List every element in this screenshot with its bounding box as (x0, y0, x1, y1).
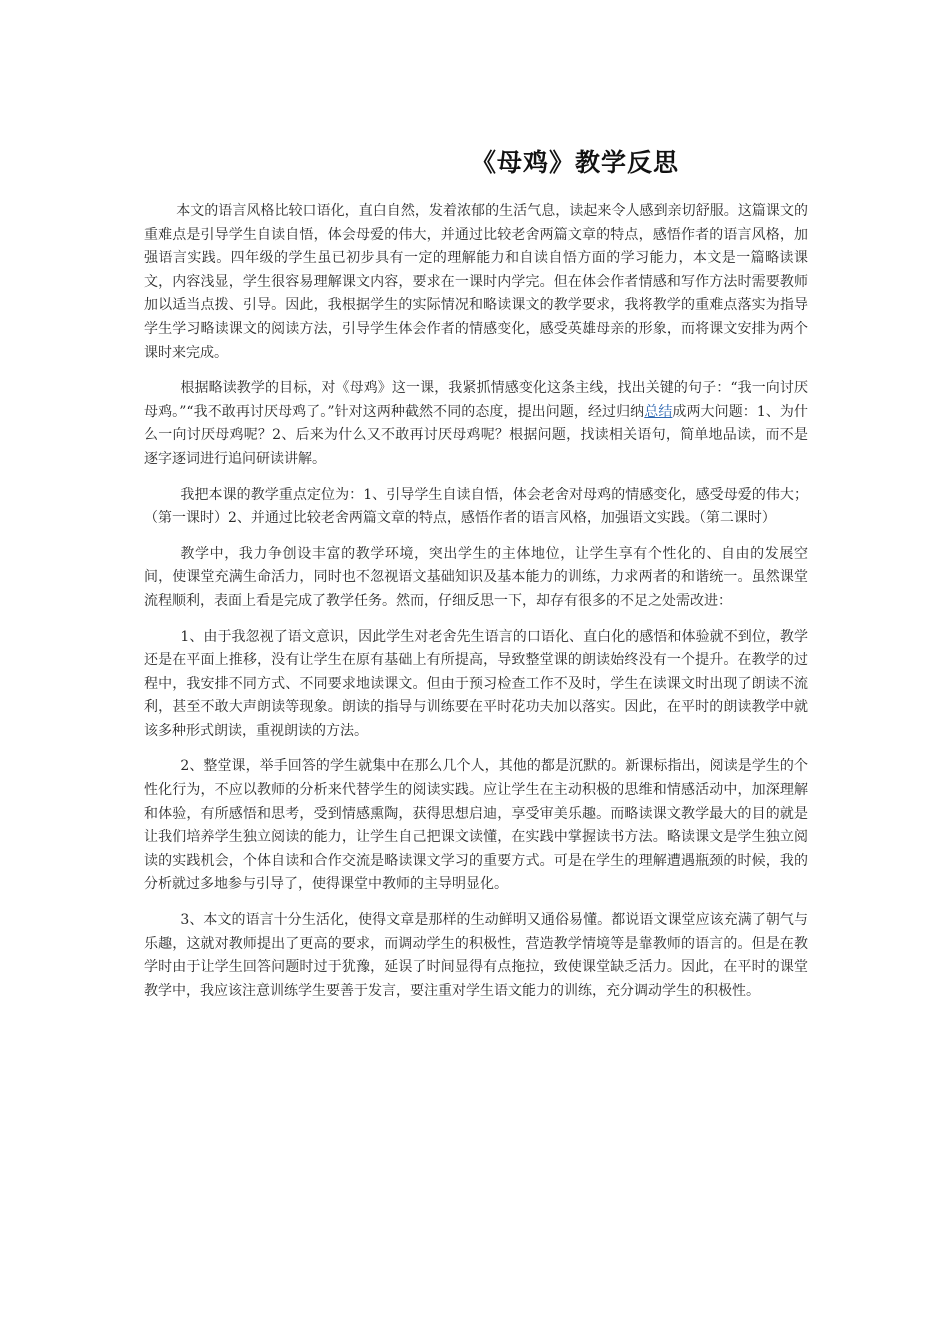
document-body (144, 200, 808, 1015)
summary-link[interactable]: 总结 (644, 403, 673, 420)
paragraph-teaching-focus: 我把本课的教学重点定位为：1、引导学生自读自悟，体会老舍对母鸡的情感变化，感受母爱的伟大；（第一课时）2、并通过比较老舍两篇文章的特点，感悟作者的语言风格，加强语文实践。（第二课时） (144, 486, 808, 527)
paragraph-reading-goal (144, 377, 808, 471)
document-title: 《母鸡》教学反思 (470, 148, 679, 177)
paragraph-reading-goal-text-after: 成两大问题：1、为什么一向讨厌母鸡呢？2、后来为什么又不敢再讨厌母鸡呢？根据问题，找读相关语句，简单地品读，而不是逐字逐词进行追问研读讲解。 (144, 403, 808, 467)
paragraph-point-1: 1、由于我忽视了语文意识，因此学生对老舍先生语言的口语化、直白化的感悟和体验就不到位，教学还是在平面上推移，没有让学生在原有基础上有所提高，导致整堂课的朗读始终没有一个提升。在教学的过程中，我安排不同方式、不同要求地读课文。但由于预习检查工作不及时，学生在读课文时出现了朗读不流利，甚至不敢大声朗读等现象。朗读的指导与训练要在平时花功夫加以落实。因此，在平时的朗读教学中就该多种形式朗读，重视朗读的方法。 (144, 628, 808, 739)
paragraph-point-2: 2、整堂课，举手回答的学生就集中在那么几个人，其他的都是沉默的。新课标指出，阅读是学生的个性化行为，不应以教师的分析来代替学生的阅读实践。应让学生在主动积极的思维和情感活动中，加深理解和体验，有所感悟和思考，受到情感熏陶，获得思想启迪，享受审美乐趣。而略读课文教学最大的目的就是让我们培养学生独立阅读的能力，让学生自己把课文读懂，在实践中掌握读书方法。略读课文是学生独立阅读的实践机会，个体自读和合作交流是略读课文学习的重要方式。可是在学生的理解遭遇瓶颈的时候，我的分析就过多地参与引导了，使得课堂中教师的主导明显化。 (144, 758, 808, 893)
paragraph-reading-goal-text-before: 根据略读教学的目标，对《母鸡》这一课，我紧抓情感变化这条主线，找出关键的句子：“我一向讨厌母鸡。”“我不敢再讨厌母鸡了。”针对这两种截然不同的态度，提出问题，经过归纳 (144, 380, 808, 420)
paragraph-point-3: 3、本文的语言十分生活化，使得文章是那样的生动鲜明又通俗易懂。都说语文课堂应该充满了朝气与乐趣，这就对教师提出了更高的要求，而调动学生的积极性，营造教学情境等是靠教师的语言的。但是在教学时由于让学生回答问题时过于犹豫，延误了时间显得有点拖拉，致使课堂缺乏活力。因此，在平时的课堂教学中，我应该注意训练学生要善于发言，要注重对学生语文能力的训练，充分调动学生的积极性。 (144, 912, 808, 999)
paragraph-intro: 本文的语言风格比较口语化，直白自然，发着浓郁的生活气息，读起来令人感到亲切舒服。这篇课文的重难点是引导学生自读自悟，体会母爱的伟大，并通过比较老舍两篇文章的特点，感悟作者的语言风格，加强语言实践。四年级的学生虽已初步具有一定的理解能力和自读自悟方面的学习能力，本文是一篇略读课文，内容浅显，学生很容易理解课文内容，要求在一课时内学完。但在体会作者情感和写作方法时需要教师加以适当点拨、引导。因此，我根据学生的实际情况和略读课文的教学要求，我将教学的重难点落实为指导学生学习略读课文的阅读方法，引导学生体会作者的情感变化，感受英雄母亲的形象，而将课文安排为两个课时来完成。 (144, 203, 808, 361)
paragraph-teaching-reflection: 教学中，我力争创设丰富的教学环境，突出学生的主体地位，让学生享有个性化的、自由的发展空间，使课堂充满生命活力，同时也不忽视语文基础知识及基本能力的训练，力求两者的和谐统一。虽然课堂流程顺利，表面上看是完成了教学任务。然而，仔细反思一下，却存有很多的不足之处需改进： (144, 545, 808, 609)
